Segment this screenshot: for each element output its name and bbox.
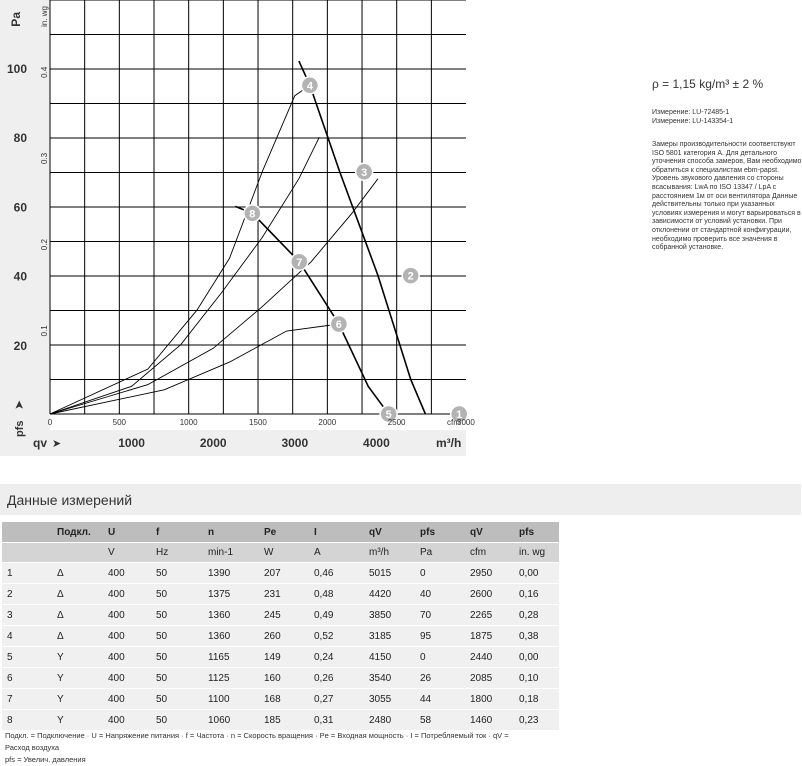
table-cell: 0,48 [309,584,364,605]
table-cell: 0,16 [514,584,559,605]
x2-tick-label: 1500 [249,418,267,427]
table-cell: 0 [415,563,465,584]
y-unit-label: Pa [9,12,23,27]
table-cell: 50 [151,584,203,605]
measurement-table [2,522,559,731]
x-tick-label: 2000 [199,436,227,450]
table-cell: 2950 [465,563,514,584]
table-cell: 0,26 [309,668,364,689]
table-cell: 207 [259,563,309,584]
table-cell: pfs [415,522,465,543]
table-cell: 2 [2,584,52,605]
table-cell [52,543,103,563]
table-cell: 4 [2,626,52,647]
table-cell: 50 [151,563,203,584]
table-cell: 1360 [203,626,259,647]
air-density: ρ = 1,15 kg/m³ ± 2 % [652,77,764,91]
table-legend [5,730,525,766]
table-cell: 168 [259,689,309,710]
table-cell: 0,31 [309,710,364,731]
measurement-id: Измерение: LU-143354-1 [652,118,734,125]
table-cell: 160 [259,668,309,689]
table-cell: 185 [259,710,309,731]
table-cell: 0,00 [514,563,559,584]
table-cell: 3850 [364,605,415,626]
table-cell: 2600 [465,584,514,605]
table-row [2,689,559,710]
section-title: Данные измерений [7,492,133,508]
legend-line: pfs = Увелич. давления [5,755,86,764]
axis-band-bottom [0,430,466,456]
x-axis-label: qv [33,436,48,450]
table-cell: Y [52,710,103,731]
y-tick-label: 40 [13,269,27,284]
table-cell: 2440 [465,647,514,668]
table-cell: 1800 [465,689,514,710]
table-cell: 50 [151,605,203,626]
table-cell: 0,18 [514,689,559,710]
table-row [2,605,559,626]
table-cell: 0,49 [309,605,364,626]
measurement-id: Измерение: LU-72485-1 [652,109,730,116]
table-cell: 400 [103,710,151,731]
section-header [0,484,801,515]
table-cell: 44 [415,689,465,710]
x2-tick-label: 500 [112,418,126,427]
operating-point-label: 2 [407,270,414,283]
table-cell: Pe [259,522,309,543]
table-cell: 1 [2,563,52,584]
table-cell: 1390 [203,563,259,584]
x-unit-label: m³/h [436,436,462,450]
table-cell: 0,24 [309,647,364,668]
table-cell: f [151,522,203,543]
table-cell: 1100 [203,689,259,710]
table-cell: Pa [415,543,465,563]
x-tick-label: 3000 [281,436,309,450]
x2-tick-label: 0 [47,418,53,427]
table-header-row [2,522,559,543]
table-cell [2,522,52,543]
table-cell: 0,27 [309,689,364,710]
table-cell [2,543,52,563]
table-cell: 149 [259,647,309,668]
operating-point-label: 4 [306,80,313,93]
fan-performance-chart [0,0,475,456]
table-cell: 50 [151,668,203,689]
table-cell: Δ [52,563,103,584]
y2-tick-label: 0.4 [40,66,49,78]
measurement-notes: Замеры производительности соответствуют ISO 5801 категория A. Для детального уточнения способа замеров, Вам необходимо обратиться к специалистам ebm-papst. Уровень звукового давления со стороны всасывания: LwA по ISO 13347 / LpA с расстоянием 1м от оси вентилятора Данные действительны только при указанных условиях измерения и могут варьироваться в зависимости от условий установки. При отклонении от стандартной конфигурации, необходимо проверить все значения в собранной установке. [652,141,802,252]
table-cell: 260 [259,626,309,647]
table-cell: 95 [415,626,465,647]
table-cell: pfs [514,522,559,543]
x2-tick-label: 2000 [318,418,337,427]
table-cell: 1125 [203,668,259,689]
table-cell: 8 [2,710,52,731]
table-row [2,626,559,647]
x-tick-label: 4000 [363,436,390,450]
y-tick-label: 60 [13,200,27,215]
table-cell: Hz [151,543,203,563]
y-tick-label: 80 [13,131,27,146]
y-arrow: ➤ [12,399,26,410]
table-cell: 6 [2,668,52,689]
table-row [2,584,559,605]
table-cell: 0,28 [514,605,559,626]
table-cell: Δ [52,584,103,605]
table-cell: 50 [151,647,203,668]
table-cell: 1375 [203,584,259,605]
measurement-ids [652,108,733,126]
table-cell: 26 [415,668,465,689]
y-tick-label: 20 [13,338,27,353]
table-cell: 3540 [364,668,415,689]
legend-line: Подкл. = Подключение · U = Напряжение питания · f = Частота · n = Скорость вращения · Pe = Входная мощность · I = Потребляемый ток · qV = Расход воздуха [5,731,509,752]
table-cell: 2085 [465,668,514,689]
y-axis-label: pfs [14,420,26,437]
y2-unit-label: in. wg [40,6,49,27]
table-cell: 0,23 [514,710,559,731]
table-cell: 4150 [364,647,415,668]
table-cell: 1875 [465,626,514,647]
y-tick-label: 100 [6,62,27,76]
y2-tick-label: 0.3 [40,152,49,165]
operating-point-label: 8 [249,208,256,221]
table-cell: 400 [103,584,151,605]
table-cell: 0,38 [514,626,559,647]
table-cell: 5015 [364,563,415,584]
x2-tick-label: 2500 [387,418,406,427]
table-row [2,710,559,731]
table-cell: W [259,543,309,563]
table-cell: min-1 [203,543,259,563]
table-cell: m³/h [364,543,415,563]
x-arrow: ➤ [52,438,62,450]
operating-point-label: 3 [361,166,368,179]
table-cell: 1165 [203,647,259,668]
table-cell: 50 [151,689,203,710]
y2-tick-label: 0.1 [40,325,49,337]
table-cell: 3 [2,605,52,626]
table-cell: qV [465,522,514,543]
x-tick-label: 1000 [118,436,145,450]
table-cell: Δ [52,626,103,647]
table-cell: in. wg [514,543,559,563]
x2-tick-label: 3000 [457,418,475,427]
table-row [2,563,559,584]
table-cell: 400 [103,563,151,584]
table-cell: Y [52,689,103,710]
y2-tick-label: 0.2 [40,239,49,251]
table-cell: cfm [465,543,514,563]
table-cell: I [309,522,364,543]
table-cell: A [309,543,364,563]
table-row [2,668,559,689]
table-cell: 7 [2,689,52,710]
table-cell: n [203,522,259,543]
operating-point-label: 1 [456,409,463,421]
table-cell: 2265 [465,605,514,626]
table-cell: 400 [103,689,151,710]
x2-tick-label: 1000 [179,418,198,427]
table-cell: 40 [415,584,465,605]
operating-point-label: 5 [385,409,392,421]
table-cell: 58 [415,710,465,731]
table-cell: Y [52,647,103,668]
table-cell: 50 [151,626,203,647]
table-cell: Y [52,668,103,689]
table-cell: V [103,543,151,563]
table-row [2,647,559,668]
table-cell: 0,00 [514,647,559,668]
table-cell: 1460 [465,710,514,731]
table-cell: 0,46 [309,563,364,584]
table-cell: 1360 [203,605,259,626]
table-cell: Подкл. [52,522,103,543]
table-cell: 245 [259,605,309,626]
table-cell: Δ [52,605,103,626]
table-cell: 400 [103,605,151,626]
table-cell: 3185 [364,626,415,647]
table-cell: 0 [415,647,465,668]
table-cell: 1060 [203,710,259,731]
table-cell: 400 [103,626,151,647]
x2-unit-label: cfm [447,418,460,427]
table-cell: 400 [103,647,151,668]
table-cell: 400 [103,668,151,689]
table-cell: 231 [259,584,309,605]
table-cell: 50 [151,710,203,731]
operating-point-label: 6 [335,319,342,332]
table-units-row [2,543,559,563]
table-cell: 0,10 [514,668,559,689]
table-cell: 5 [2,647,52,668]
table-cell: 70 [415,605,465,626]
operating-point-label: 7 [296,256,303,269]
table-cell: 2480 [364,710,415,731]
table-cell: 4420 [364,584,415,605]
table-cell: 0,52 [309,626,364,647]
table-cell: U [103,522,151,543]
table-cell: qV [364,522,415,543]
table-cell: 3055 [364,689,415,710]
